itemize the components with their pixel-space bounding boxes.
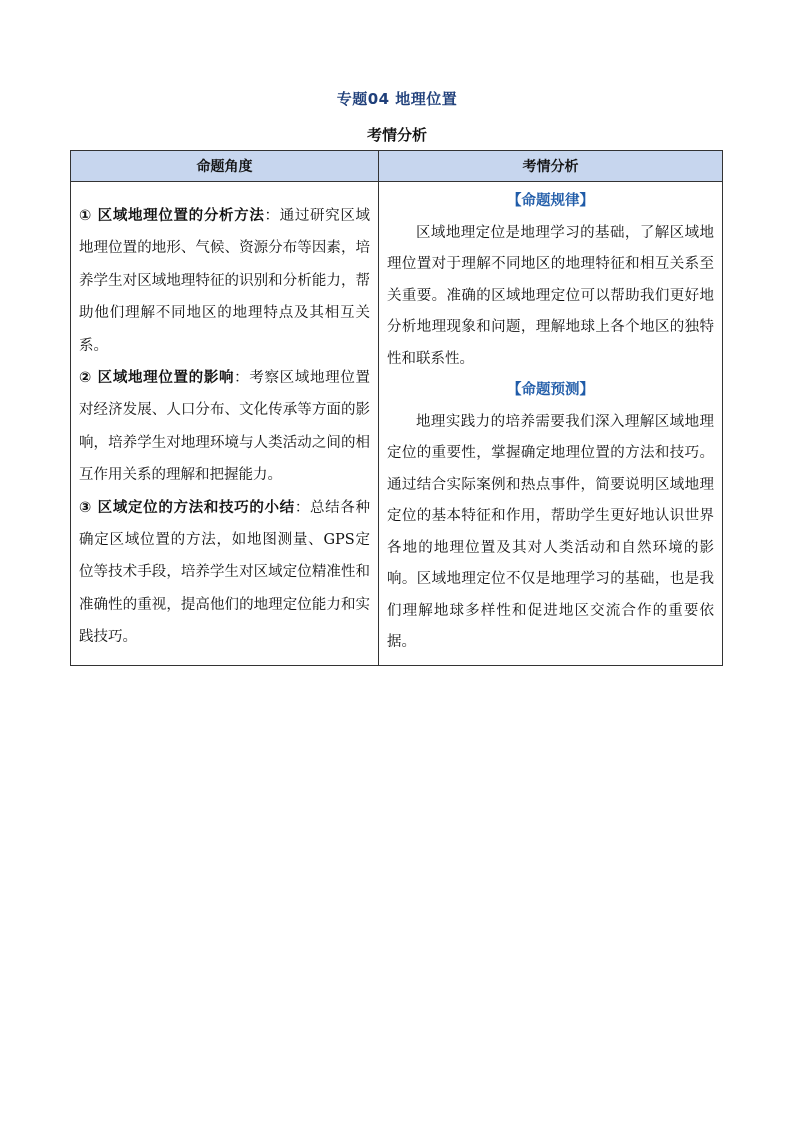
page-title: 专题04 地理位置 bbox=[336, 90, 458, 108]
angle-item-1-head: ① 区域地理位置的分析方法 bbox=[79, 208, 265, 224]
angle-item-3 bbox=[79, 492, 370, 654]
column-header-analysis: 考情分析 bbox=[379, 151, 723, 182]
angle-cell bbox=[71, 182, 379, 666]
table-row bbox=[71, 182, 723, 666]
analysis-table bbox=[70, 150, 723, 666]
angle-item-2-head: ② 区域地理位置的影响 bbox=[79, 370, 235, 387]
column-header-angle: 命题角度 bbox=[71, 151, 379, 182]
rule-text: 区域地理定位是地理学习的基础，了解区域地理位置对于理解不同地区的地理特征和相互关系至关重要。准确的区域地理定位可以帮助我们更好地分析地理现象和问题，理解地球上各个地区的独特性和联系性。 bbox=[387, 224, 714, 367]
angle-item-1 bbox=[79, 200, 370, 362]
rule-heading: 【命题规律】 bbox=[507, 193, 594, 209]
angle-item-2 bbox=[79, 362, 370, 492]
table-header-row bbox=[71, 151, 723, 182]
angle-item-1-body: ：通过研究区域地理位置的地形、气候、资源分布等因素，培养学生对区域地理特征的识别和分析能力，帮助他们理解不同地区的地理特点及其相互关系。 bbox=[79, 208, 371, 354]
angle-item-2-body: ：考察区域地理位置对经济发展、人口分布、文化传承等方面的影响，培养学生对地理环境与人类活动之间的相互作用关系的理解和把握能力。 bbox=[79, 370, 371, 484]
section-title: 考情分析 bbox=[366, 126, 427, 144]
forecast-heading: 【命题预测】 bbox=[507, 382, 594, 398]
angle-item-3-body: ：总结各种确定区域位置的方法，如地图测量、GPS定位等技术手段，培养学生对区域定位精准性和准确性的重视，提高他们的地理定位能力和实践技巧。 bbox=[79, 499, 370, 646]
forecast-text: 地理实践力的培养需要我们深入理解区域地理定位的重要性，掌握确定地理位置的方法和技巧。通过结合实际案例和热点事件，简要说明区域地理定位的基本特征和作用，帮助学生更好地认识世界各地的地理位置及其对人类活动和自然环境的影响。区域地理定位不仅是地理学习的基础，也是我们理解地球多样性和促进地区交流合作的重要依据。 bbox=[387, 413, 714, 650]
analysis-cell bbox=[379, 182, 723, 666]
angle-item-3-head: ③ 区域定位的方法和技巧的小结 bbox=[79, 499, 295, 516]
